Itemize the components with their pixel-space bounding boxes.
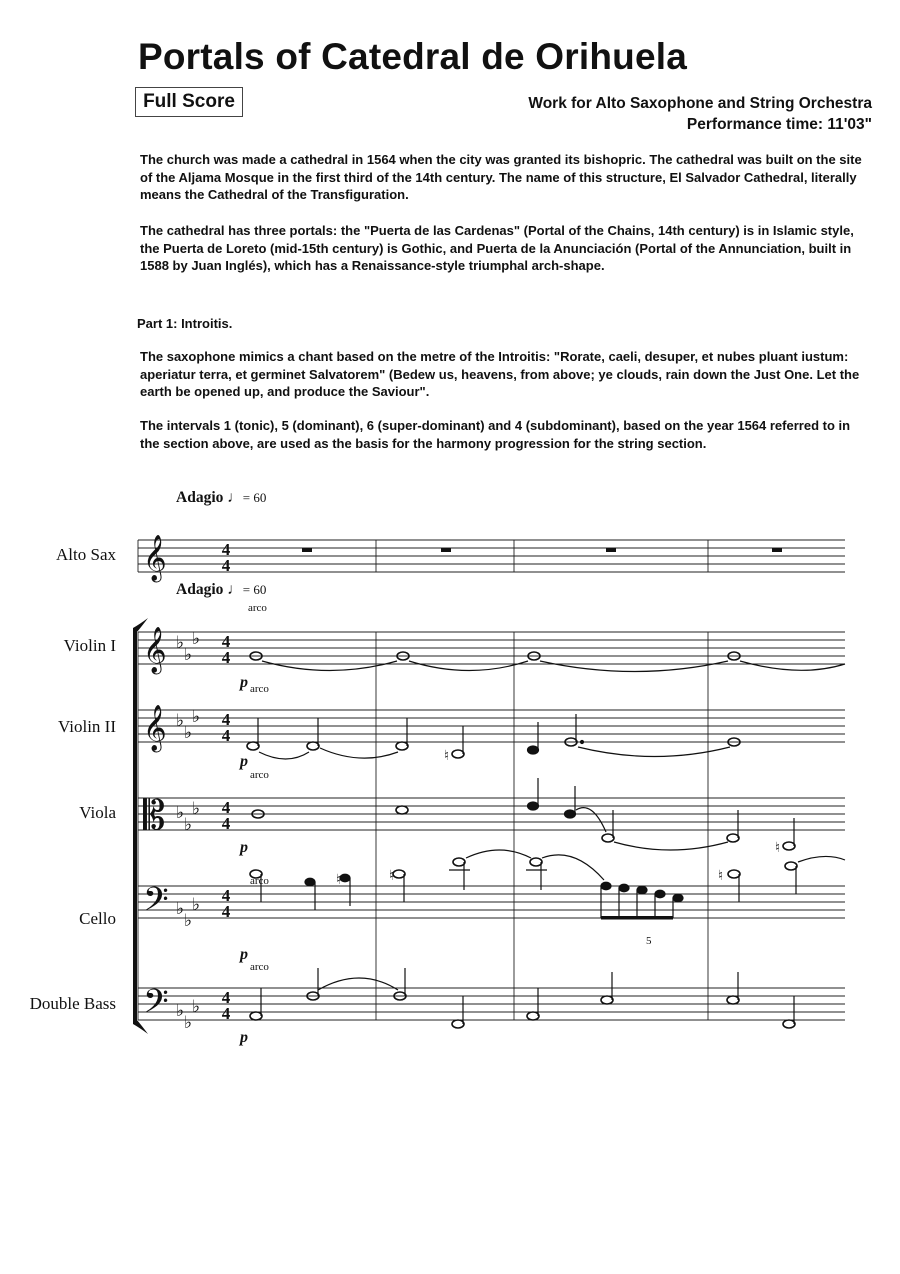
instrument-label-alto-sax: Alto Sax — [56, 545, 116, 564]
quarter-note-icon: ♩ — [227, 489, 243, 506]
time-sig-den: 4 — [221, 648, 231, 667]
treble-clef-icon: 𝄞 — [143, 627, 167, 672]
svg-text:♭: ♭ — [176, 899, 185, 918]
svg-text:♭: ♭ — [192, 707, 201, 726]
note-paragraph-2: The cathedral has three portals: the "Puerta de las Cardenas" (Portal of the Chains, 14th century) is in Islamic style, the Puerta de Loreto (mid-15th century) is Gothic, and Puerta de la Anunciación (Portal of the Annunciation, built in 1588 by Juan Inglés), which has a Renaissance-style triumphal arch-shape. — [140, 223, 854, 273]
part-label: Part 1: Introitis. — [137, 316, 233, 331]
arco-marking: arco — [250, 875, 269, 887]
dynamic-marking: p — [240, 753, 248, 770]
instrument-label-violin-2: Violin II — [58, 717, 116, 736]
performance-time: Performance time: 11'03" — [686, 116, 872, 133]
natural-icon: ♮ — [444, 749, 450, 764]
time-sig-den: 4 — [221, 814, 231, 833]
violin-2-notes — [247, 714, 740, 764]
double-bass-notes — [250, 968, 795, 1028]
key-signature-violin-2 — [176, 707, 200, 742]
svg-text:♭: ♭ — [184, 1013, 193, 1032]
natural-icon: ♮ — [775, 841, 781, 856]
time-sig-den: 4 — [221, 902, 231, 921]
quintuplet-group — [601, 882, 683, 919]
note-paragraph-3: The saxophone mimics a chant based on the metre of the Introitis: "Rorate, caeli, desuper, et nubes pluant iustum: aperiatur terra, et germinet Salvatorem" (Bedew us, heavens, from above; ye clouds, rain down the Just One. Let the earth be opened up, and produce the Saviour". — [140, 349, 860, 399]
time-sig-den: 4 — [221, 556, 231, 575]
key-signature-double-bass — [176, 997, 200, 1032]
arco-marking: arco — [250, 683, 269, 695]
tempo-word: Adagio — [176, 581, 224, 598]
treble-clef-icon: 𝄞 — [143, 705, 167, 750]
key-signature-viola — [176, 799, 200, 834]
viola-notes — [252, 778, 795, 856]
time-sig-num: 4 — [221, 540, 231, 559]
key-signature-violin-1 — [176, 629, 200, 664]
time-sig-num: 4 — [221, 798, 231, 817]
svg-text:♭: ♭ — [192, 997, 201, 1016]
bass-clef-icon: 𝄢 — [143, 881, 169, 926]
svg-text:♭: ♭ — [184, 723, 193, 742]
svg-text:♭: ♭ — [184, 645, 193, 664]
svg-text:♭: ♭ — [192, 629, 201, 648]
time-sig-den: 4 — [221, 1004, 231, 1023]
note-paragraph-4: The intervals 1 (tonic), 5 (dominant), 6 (super-dominant) and 4 (subdominant), based on the year 1564 referred to in the section above, are used as the basis for the harmony progression for the string section. — [140, 418, 851, 451]
svg-text:♭: ♭ — [176, 711, 185, 730]
tempo-value: = 60 — [242, 582, 267, 597]
instrument-label-cello: Cello — [79, 909, 116, 928]
svg-text:♭: ♭ — [176, 803, 185, 822]
svg-text:♭: ♭ — [176, 1001, 185, 1020]
svg-text:♭: ♭ — [192, 799, 201, 818]
staff-viola — [138, 798, 845, 830]
tuplet-number: 5 — [646, 935, 652, 947]
arco-marking: arco — [250, 769, 269, 781]
instrument-label-violin-1: Violin I — [63, 636, 116, 655]
cello-notes — [250, 850, 845, 920]
sax-rests — [302, 548, 782, 552]
natural-icon: ♮ — [389, 869, 395, 884]
staff-alto-sax — [138, 540, 845, 572]
full-score-badge: Full Score — [135, 87, 243, 117]
key-signature-cello — [176, 895, 200, 930]
whole-rest — [772, 548, 782, 552]
time-sig-den: 4 — [221, 726, 231, 745]
violin-1-notes — [250, 652, 845, 672]
tempo-word: Adagio — [176, 489, 224, 506]
staff-double-bass — [138, 988, 845, 1020]
dynamic-marking: p — [240, 674, 248, 691]
time-sig-num: 4 — [221, 886, 231, 905]
time-sig-num: 4 — [221, 632, 231, 651]
dynamic-marking: p — [240, 946, 248, 963]
whole-rest — [441, 548, 451, 552]
note-paragraph-1: The church was made a cathedral in 1564 when the city was granted its bishopric. The cathedral was built on the site of the Aljama Mosque in the first third of the 14th century. The name of this structure, El Salvador Cathedral, literally means the Cathedral of the Transfiguration. — [140, 152, 862, 202]
instrument-label-viola: Viola — [79, 803, 116, 822]
svg-text:♭: ♭ — [184, 815, 193, 834]
bass-clef-icon: 𝄢 — [143, 983, 169, 1028]
tempo-value: = 60 — [242, 490, 267, 505]
dynamic-marking: p — [240, 839, 248, 856]
time-sig-num: 4 — [221, 988, 231, 1007]
quarter-note-icon: ♩ — [227, 581, 243, 598]
natural-icon: ♮ — [718, 869, 724, 884]
svg-text:♭: ♭ — [184, 911, 193, 930]
staff-violin-2 — [138, 710, 845, 742]
treble-clef-icon: 𝄞 — [143, 535, 167, 580]
instrument-label-double-bass: Double Bass — [29, 994, 116, 1013]
svg-text:♭: ♭ — [192, 895, 201, 914]
time-sig-num: 4 — [221, 710, 231, 729]
arco-marking: arco — [248, 602, 267, 614]
whole-rest — [606, 548, 616, 552]
work-description: Work for Alto Saxophone and String Orchestra — [528, 95, 872, 112]
whole-rest — [302, 548, 312, 552]
natural-icon: ♮ — [336, 873, 342, 888]
page-title: Portals of Catedral de Orihuela — [138, 36, 688, 77]
svg-text:♭: ♭ — [176, 633, 185, 652]
arco-marking: arco — [250, 961, 269, 973]
alto-clef-icon: 𝄡 — [143, 793, 166, 838]
dynamic-marking: p — [240, 1029, 248, 1046]
